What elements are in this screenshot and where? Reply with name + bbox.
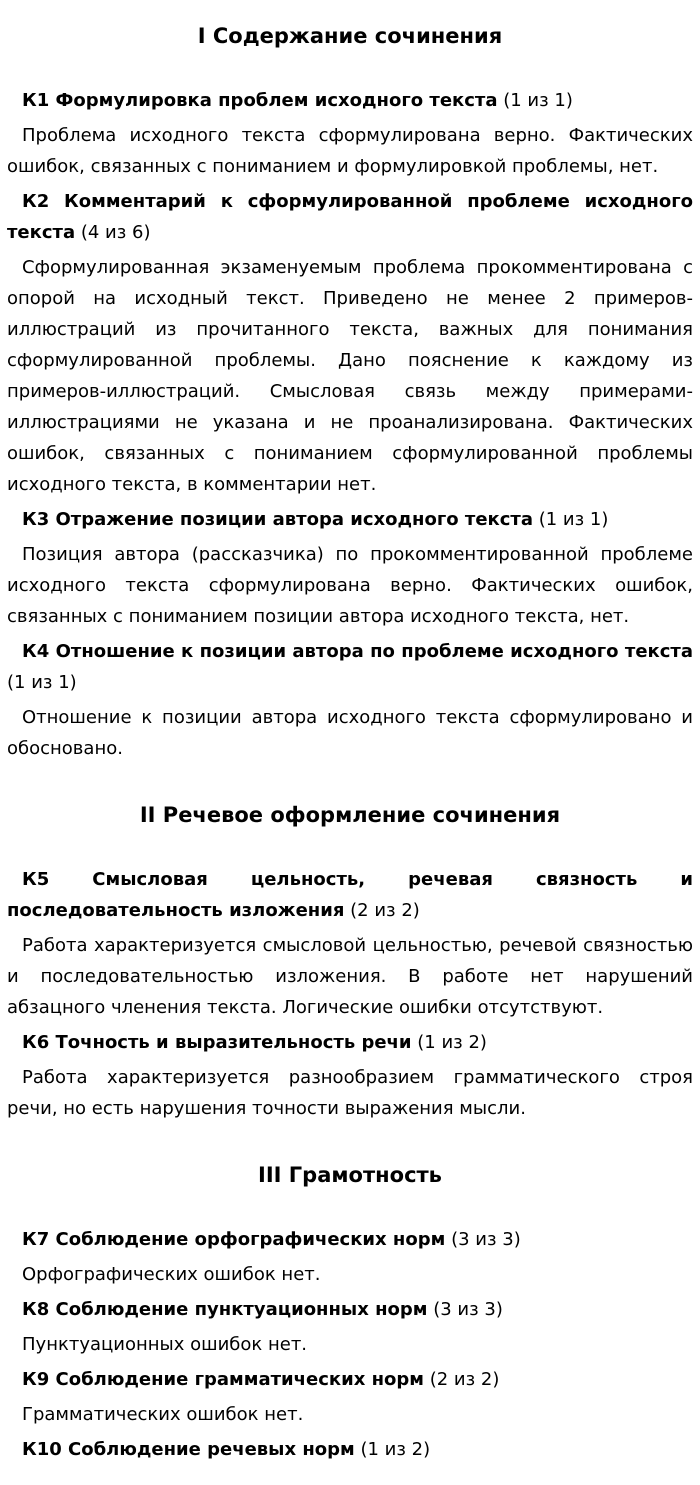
criterion-k4 xyxy=(7,636,693,698)
criterion-title: К8 Соблюдение пунктуационных норм xyxy=(22,1299,428,1320)
criterion-title: К7 Соблюдение орфографических норм xyxy=(22,1229,446,1250)
criterion-description: Работа характеризуется смысловой цельностью, речевой связностью и последовательностью изложения. В работе нет нарушений абзацного членения текста. Логические ошибки отсутствуют. xyxy=(7,935,693,1018)
criterion-title: К10 Соблюдение речевых норм xyxy=(22,1439,355,1460)
section-title: III Грамотность xyxy=(258,1163,442,1187)
criterion-description: Работа характеризуется разнообразием грамматического строя речи, но есть нарушения точности выражения мысли. xyxy=(7,1067,693,1119)
section-title: I Содержание сочинения xyxy=(197,24,503,48)
criterion-score: (1 из 2) xyxy=(417,1032,487,1053)
criterion-title: К6 Точность и выразительность речи xyxy=(22,1032,412,1053)
criterion-description: Пунктуационных ошибок нет. xyxy=(22,1334,308,1355)
criterion-score: (3 из 3) xyxy=(433,1299,503,1320)
criterion-description: Проблема исходного текста сформулирована верно. Фактических ошибок, связанных с пониманием и формулировкой проблемы, нет. xyxy=(7,125,693,177)
criterion-description: Орфографических ошибок нет. xyxy=(22,1264,321,1285)
criterion-description: Отношение к позиции автора исходного текста сформулировано и обосновано. xyxy=(7,707,693,759)
criterion-description: Грамматических ошибок нет. xyxy=(22,1404,304,1425)
section-title: II Речевое оформление сочинения xyxy=(139,803,561,827)
criterion-title: К3 Отражение позиции автора исходного текста xyxy=(22,509,533,530)
criterion-score: (2 из 2) xyxy=(429,1369,500,1390)
criterion-k1 xyxy=(7,85,693,116)
section-content xyxy=(7,21,693,764)
section-speech xyxy=(7,800,693,1124)
criterion-title: К2 Комментарий к сформулированной проблеме исходного текста xyxy=(7,191,693,243)
criterion-description: Позиция автора (рассказчика) по прокомментированной проблеме исходного текста сформулирована верно. Фактических ошибок, связанных с пониманием позиции автора исходного текста, нет. xyxy=(7,544,693,627)
criterion-description: Сформулированная экзаменуемым проблема прокомментирована с опорой на исходный текст. Приведено не менее 2 примеров-иллюстраций из прочитанного текста, важных для понимания сформулированной проблемы. Дано пояснение к каждому из примеров-иллюстраций. Смысловая связь между примерами-иллюстрациями не указана и не проанализирована. Фактических ошибок, связанных с пониманием сформулированной проблемы исходного текста, в комментарии нет. xyxy=(7,257,693,495)
criterion-title: К4 Отношение к позиции автора по проблеме исходного текста xyxy=(22,641,693,662)
criterion-score: (4 из 6) xyxy=(80,222,151,243)
essay-evaluation-document xyxy=(7,0,693,1465)
criterion-k10 xyxy=(7,1434,693,1465)
criterion-title: К5 Смысловая цельность, речевая связность и последовательность изложения xyxy=(7,869,693,921)
criterion-score: (1 из 1) xyxy=(503,90,573,111)
criterion-k2 xyxy=(7,186,693,248)
criterion-k7 xyxy=(7,1224,693,1255)
criterion-score: (1 из 2) xyxy=(360,1439,431,1460)
criterion-score: (2 из 2) xyxy=(350,900,420,921)
criterion-k6 xyxy=(7,1027,693,1058)
criterion-k8 xyxy=(7,1294,693,1325)
criterion-score: (3 из 3) xyxy=(451,1229,521,1250)
criterion-score: (1 из 1) xyxy=(7,672,77,693)
criterion-k5 xyxy=(7,864,693,926)
criterion-k3 xyxy=(7,504,693,535)
criterion-title: К1 Формулировка проблем исходного текста xyxy=(22,90,498,111)
criterion-score: (1 из 1) xyxy=(538,509,609,530)
criterion-title: К9 Соблюдение грамматических норм xyxy=(22,1369,424,1390)
section-literacy xyxy=(7,1160,693,1465)
criterion-k9 xyxy=(7,1364,693,1395)
